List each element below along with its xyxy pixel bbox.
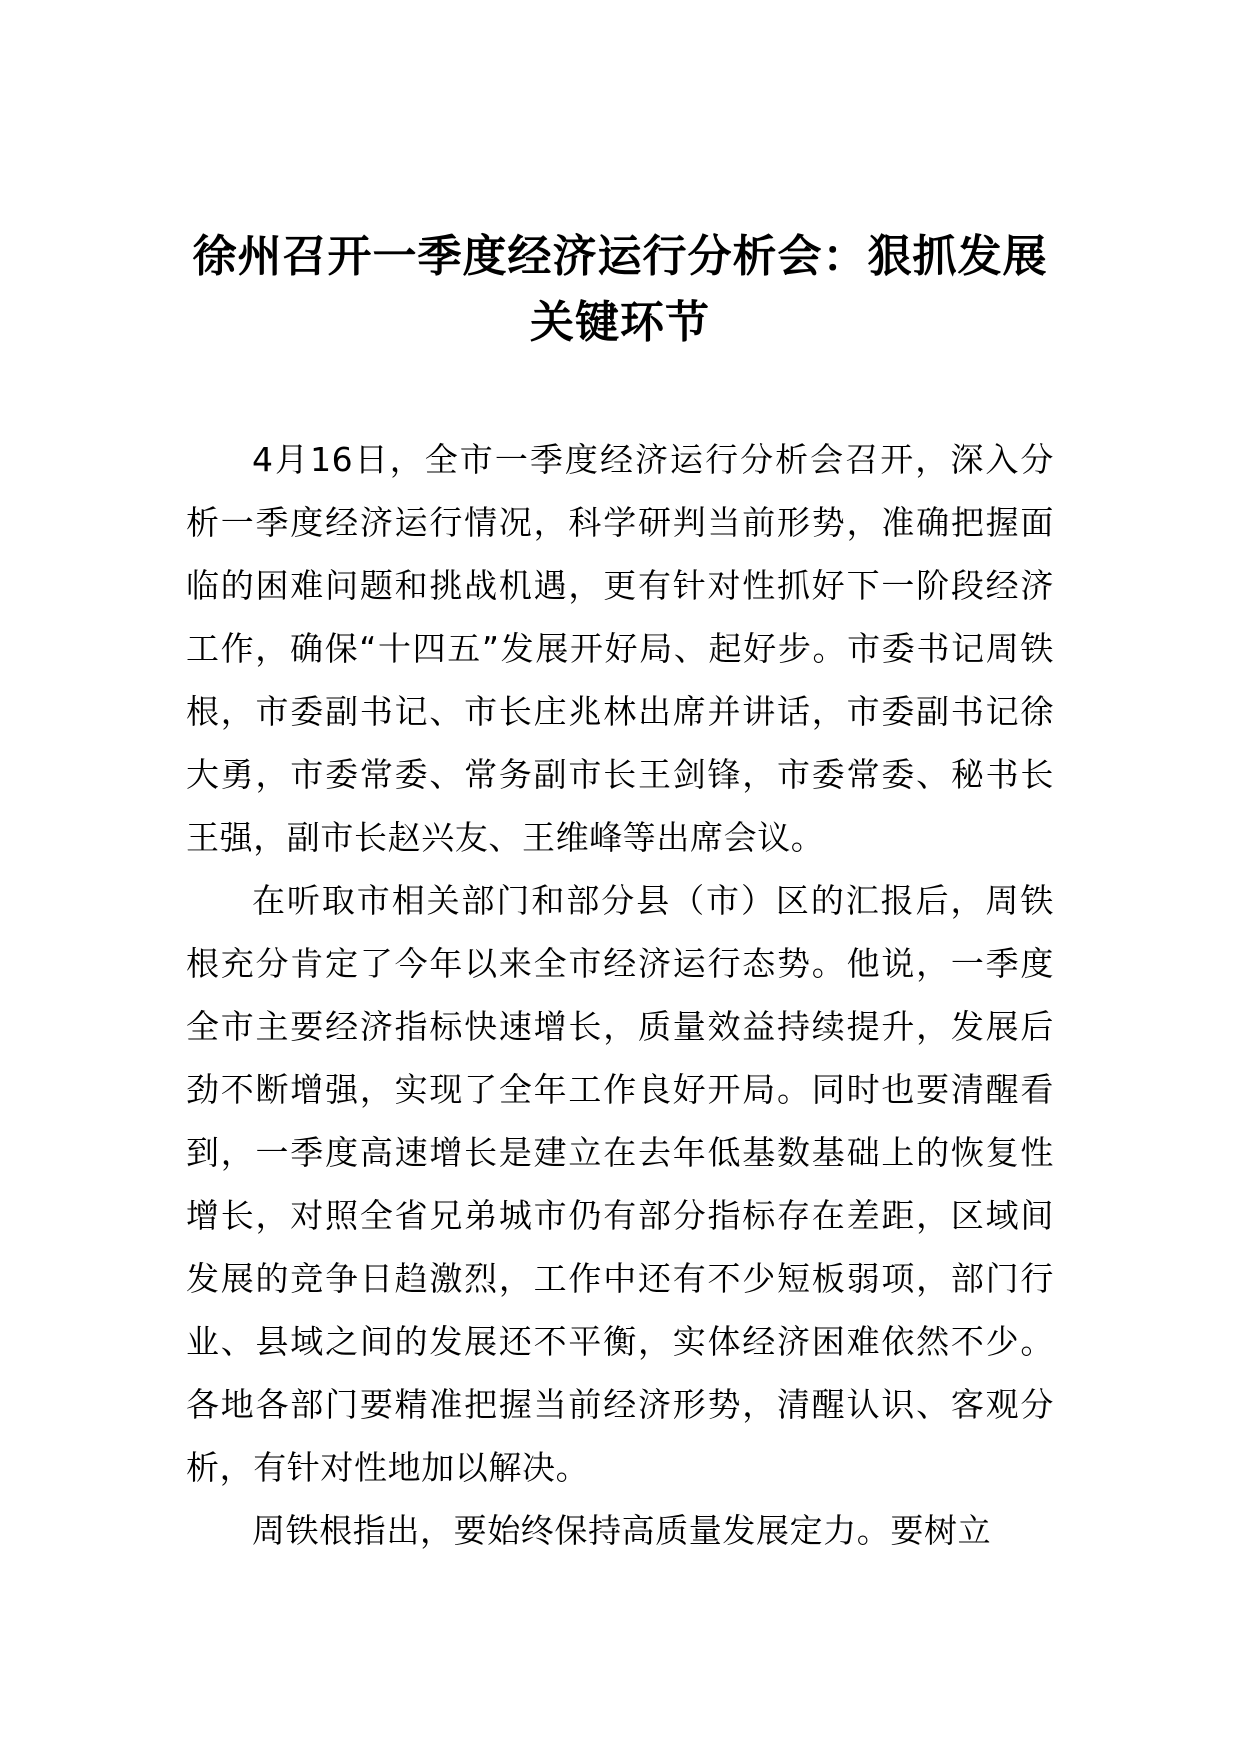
document-body	[186, 428, 1054, 1562]
document-title: 徐州召开一季度经济运行分析会：狠抓发展关键环节	[192, 231, 1048, 348]
paragraph-2: 在听取市相关部门和部分县（市）区的汇报后，周铁根充分肯定了今年以来全市经济运行态势。他说，一季度全市主要经济指标快速增长，质量效益持续提升，发展后劲不断增强，实现了全年工作良好开局。同时也要清醒看到，一季度高速增长是建立在去年低基数基础上的恢复性增长，对照全省兄弟城市仍有部分指标存在差距，区域间发展的竞争日趋激烈，工作中还有不少短板弱项，部门行业、县域之间的发展还不平衡，实体经济困难依然不少。各地各部门要精准把握当前经济形势，清醒认识、客观分析，有针对性地加以解决。	[186, 881, 1054, 1487]
paragraph-3: 周铁根指出，要始终保持高质量发展定力。要树立	[252, 1511, 992, 1550]
paragraph-1: 4月16日，全市一季度经济运行分析会召开，深入分析一季度经济运行情况，科学研判当前形势，准确把握面临的困难问题和挑战机遇，更有针对性抓好下一阶段经济工作，确保“十四五”发展开好局、起好步。市委书记周铁根，市委副书记、市长庄兆林出席并讲话，市委副书记徐大勇，市委常委、常务副市长王剑锋，市委常委、秘书长王强，副市长赵兴友、王维峰等出席会议。	[186, 440, 1054, 857]
